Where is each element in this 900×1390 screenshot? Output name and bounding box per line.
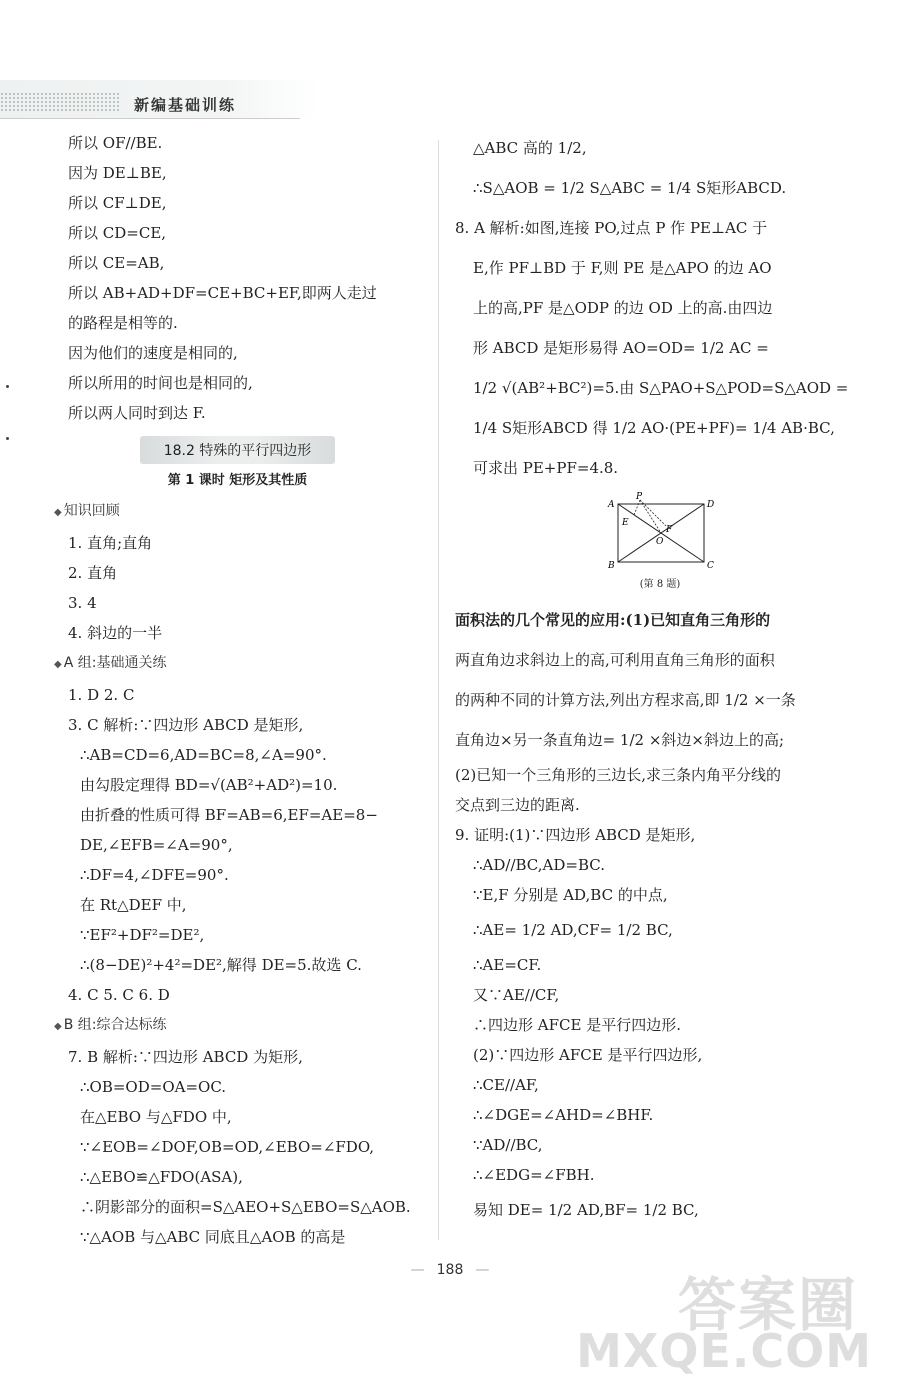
rectangle-diagram <box>600 492 720 572</box>
answer-line: 可求出 PE+PF=4.8. <box>473 459 619 477</box>
text-line: △ABC 高的 1/2, <box>473 139 587 157</box>
answer-line: ∵E,F 分别是 AD,BC 的中点, <box>473 886 668 904</box>
answer-line: 4. C 5. C 6. D <box>68 986 170 1004</box>
label-c: C <box>707 561 714 571</box>
text-line: 所以 CF⊥DE, <box>68 194 167 212</box>
answer-line: 形 ABCD 是矩形易得 AO=OD= 1/2 AC = <box>473 339 769 357</box>
tip-line: 直角边×另一条直角边= 1/2 ×斜边×斜边上的高; <box>455 731 785 749</box>
segment-pe <box>634 500 640 515</box>
answer-line: 9. 证明:(1)∵四边形 ABCD 是矩形, <box>455 826 696 844</box>
answer-line: 1/4 S矩形ABCD 得 1/2 AO·(PE+PF)= 1/4 AB·BC, <box>473 419 835 437</box>
answer-line: ∵EF²+DF²=DE², <box>80 926 205 944</box>
answer-line: ∴∠DGE=∠AHD=∠BHF. <box>473 1106 654 1124</box>
text-line: 所以 CE=AB, <box>68 254 165 272</box>
answer-line: ∴AE=CF. <box>473 956 542 974</box>
label-d: D <box>707 500 715 510</box>
watermark-logo <box>576 1258 888 1378</box>
text-line: 因为 DE⊥BE, <box>68 164 167 182</box>
margin-mark <box>6 437 9 440</box>
label-b: B <box>608 561 615 571</box>
figure-8 <box>455 492 865 576</box>
header-rule <box>0 118 300 119</box>
diamond-icon: ◆ <box>54 507 62 518</box>
watermark-en: MXQE.COM <box>576 1324 872 1378</box>
answer-line: 1. D 2. C <box>68 686 135 704</box>
answer-line: ∴AB=CD=6,AD=BC=8,∠A=90°. <box>80 746 327 764</box>
answer-line: 3. C 解析:∵四边形 ABCD 是矩形, <box>68 716 304 734</box>
answer-line: 在 Rt△DEF 中, <box>80 896 187 914</box>
text-line: 因为他们的速度是相同的, <box>68 344 238 362</box>
text-line: 所以所用的时间也是相同的, <box>68 374 253 392</box>
text-line: 所以 CD=CE, <box>68 224 167 242</box>
answer-line: ∴DF=4,∠DFE=90°. <box>80 866 229 884</box>
tip-line: 交点到三边的距离. <box>455 796 580 814</box>
group-a-heading: ◆ A 组:基础通关练 <box>54 655 167 671</box>
answer-line: ∴AD//BC,AD=BC. <box>473 856 605 874</box>
answer-line: ∴(8−DE)²+4²=DE²,解得 DE=5.故选 C. <box>80 956 362 974</box>
answer-line: 2. 直角 <box>68 564 118 582</box>
knowledge-heading: ◆ 知识回顾 <box>54 503 120 519</box>
figure-caption: (第 8 题) <box>639 579 681 590</box>
text-line: ∴S△AOB = 1/2 S△ABC = 1/4 S矩形ABCD. <box>473 179 787 197</box>
answer-line: ∴OB=OD=OA=OC. <box>80 1078 227 1096</box>
lesson-title: 第 1 课时 矩形及其性质 <box>167 473 308 488</box>
answer-line: E,作 PF⊥BD 于 F,则 PE 是△APO 的边 AO <box>473 259 772 277</box>
left-column <box>50 128 425 1252</box>
answer-line: (2)∵四边形 AFCE 是平行四边形, <box>473 1046 703 1064</box>
tip-line: 面积法的几个常见的应用:(1)已知直角三角形的 <box>455 611 771 629</box>
answer-line: 由折叠的性质可得 BF=AB=6,EF=AE=8− <box>80 806 378 824</box>
label-o: O <box>656 537 664 547</box>
text-line: 所以 OF//BE. <box>68 134 163 152</box>
answer-line: 又∵AE//CF, <box>473 986 560 1004</box>
answer-line: ∴∠EDG=∠FBH. <box>473 1166 595 1184</box>
column-divider <box>438 140 439 1240</box>
answer-line: 由勾股定理得 BD=√(AB²+AD²)=10. <box>80 776 338 794</box>
answer-line: 在△EBO 与△FDO 中, <box>80 1108 232 1126</box>
answer-line: 3. 4 <box>68 594 97 612</box>
answer-line: ∴AE= 1/2 AD,CF= 1/2 BC, <box>473 921 673 939</box>
answer-line: ∴CE//AF, <box>473 1076 539 1094</box>
answer-line: ∴△EBO≌△FDO(ASA), <box>80 1168 243 1186</box>
label-a: A <box>608 500 615 510</box>
header-dots <box>0 92 120 112</box>
answer-line: ∴阴影部分的面积=S△AEO+S△EBO=S△AOB. <box>80 1198 411 1216</box>
margin-mark <box>6 385 9 388</box>
segment-po <box>640 500 661 533</box>
group-b-heading: ◆ B 组:综合达标练 <box>54 1017 167 1033</box>
answer-line: 1. 直角;直角 <box>68 534 153 552</box>
tip-line: 两直角边求斜边上的高,可利用直角三角形的面积 <box>455 651 775 669</box>
answer-line: 4. 斜边的一半 <box>68 624 163 642</box>
page-number: — 188 — <box>0 1262 900 1278</box>
answer-line: 7. B 解析:∵四边形 ABCD 为矩形, <box>68 1048 303 1066</box>
section-banner: 18.2 特殊的平行四边形 <box>140 436 336 464</box>
answer-line: 1/2 √(AB²+BC²)=5.由 S△PAO+S△POD=S△AOD = <box>473 379 849 397</box>
right-column <box>455 128 865 1230</box>
answer-line: 8. A 解析:如图,连接 PO,过点 P 作 PE⊥AC 于 <box>455 219 768 237</box>
label-p: P <box>636 492 643 502</box>
label-e: E <box>622 518 629 528</box>
answer-line: 易知 DE= 1/2 AD,BF= 1/2 BC, <box>473 1201 699 1219</box>
diamond-icon: ◆ <box>54 659 62 670</box>
answer-line: 上的高,PF 是△ODP 的边 OD 上的高.由四边 <box>473 299 773 317</box>
text-line: 所以 AB+AD+DF=CE+BC+EF,即两人走过 <box>68 284 377 302</box>
answer-line: DE,∠EFB=∠A=90°, <box>80 836 233 854</box>
answer-line: ∴四边形 AFCE 是平行四边形. <box>473 1016 681 1034</box>
answer-line: ∵AD//BC, <box>473 1136 543 1154</box>
header-title: 新编基础训练 <box>134 96 237 114</box>
tip-line: 的两种不同的计算方法,列出方程求高,即 1/2 ×一条 <box>455 691 796 709</box>
answer-line: ∵∠EOB=∠DOF,OB=OD,∠EBO=∠FDO, <box>80 1138 375 1156</box>
tip-line: (2)已知一个三角形的三边长,求三条内角平分线的 <box>455 766 782 784</box>
watermark-cn: 答案圈 <box>677 1271 858 1339</box>
section-banner-wrap <box>50 428 425 466</box>
label-f: F <box>666 525 673 535</box>
text-line: 的路程是相等的. <box>68 314 178 332</box>
text-line: 所以两人同时到达 F. <box>68 404 206 422</box>
diamond-icon: ◆ <box>54 1021 62 1032</box>
answer-line: ∵△AOB 与△ABC 同底且△AOB 的高是 <box>80 1228 346 1246</box>
